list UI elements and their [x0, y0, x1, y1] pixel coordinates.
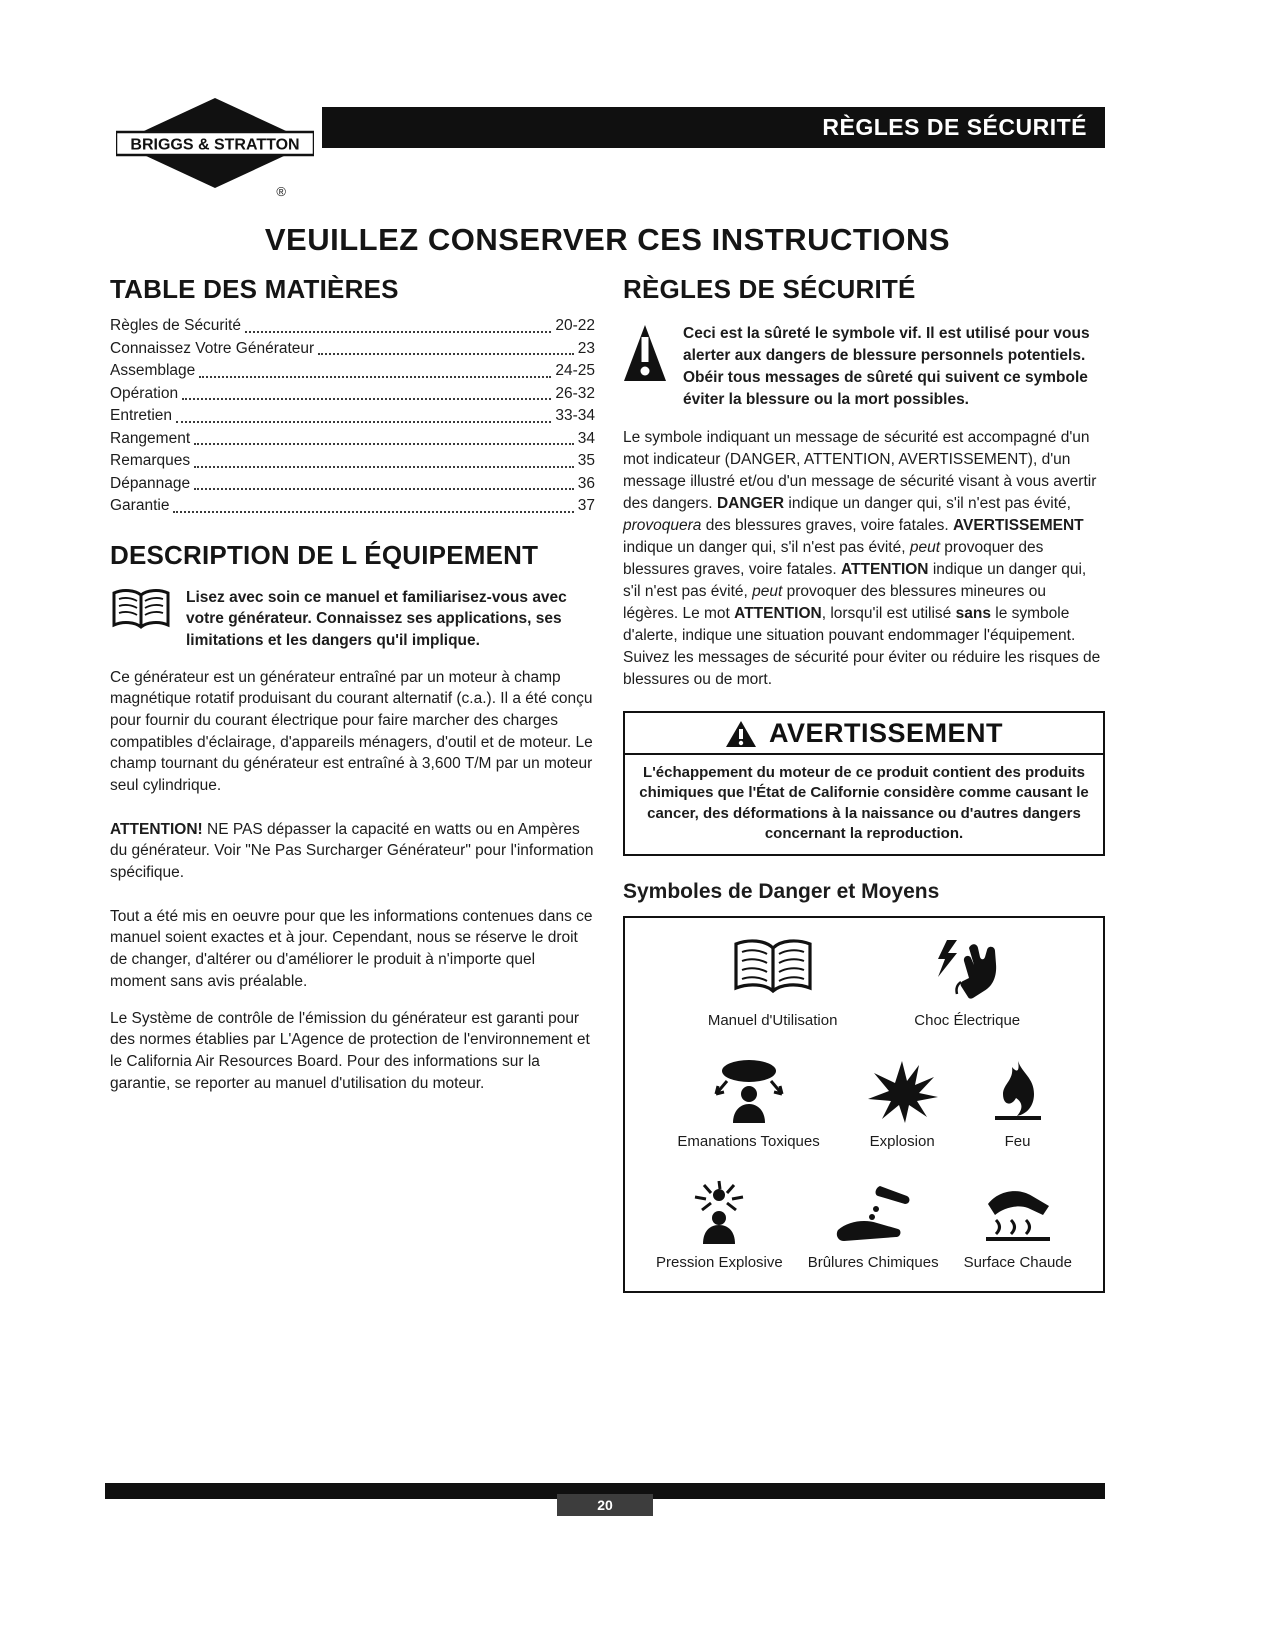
symbol-label: Explosion: [869, 1133, 935, 1150]
safety-alert-lead: [623, 323, 1105, 411]
symbols-row-1: [631, 936, 1097, 1029]
toc-page-number: 37: [577, 497, 595, 514]
toc-page-number: 34: [577, 429, 595, 447]
toc-label: Connaissez Votre Générateur: [110, 339, 315, 357]
description-paragraph-attention: ATTENTION! NE PAS dépasser la capacité en watts ou en Ampères du générateur. Voir "Ne Pas Surcharger Générateur" pour l'information spécifique.: [110, 820, 594, 882]
toc-leader-dots: [176, 405, 551, 423]
warning-box-title: AVERTISSEMENT: [768, 718, 1004, 748]
symbol-chemical-burns: [808, 1182, 939, 1271]
left-column: [110, 274, 595, 1293]
header-bar: [322, 107, 1105, 148]
toc-title: TABLE DES MATIÈRES: [110, 274, 399, 304]
electric-shock-icon: [931, 936, 1003, 1002]
symbol-electric-shock: [914, 936, 1020, 1029]
danger-symbols-box: [623, 916, 1105, 1293]
toc-label: Garantie: [110, 497, 170, 514]
symbols-row-2: [631, 1057, 1097, 1150]
toc-page-number: 36: [577, 474, 595, 492]
toc-label: Opération: [110, 384, 179, 402]
symbol-manual: [708, 936, 838, 1029]
logo-diamond-icon: [116, 96, 314, 192]
warning-box-header: [625, 713, 1103, 753]
safety-alert-triangle-icon: [623, 323, 667, 385]
header-title: RÈGLES DE SÉCURITÉ: [822, 114, 1087, 140]
warning-box-text: L'échappement du moteur de ce produit contient des produits chimiques que l'État de Californie considère comme causant le cancer, des déformations à la naissance ou d'autres dangers concernant la reproduction.: [625, 753, 1103, 854]
toc-row: [110, 360, 595, 383]
toc-leader-dots: [194, 428, 574, 446]
toc-label: Entretien: [110, 407, 173, 424]
toc-leader-dots: [245, 315, 551, 333]
manual-book-icon: [729, 936, 817, 1002]
explosion-icon: [866, 1059, 938, 1123]
page-title: VEUILLEZ CONSERVER CES INSTRUCTIONS: [264, 222, 951, 257]
footer-bar: [105, 1483, 1105, 1513]
toc-row: [110, 315, 595, 338]
toc-page-number: 35: [577, 452, 595, 469]
safety-body-text: Le symbole indiquant un message de sécurité est accompagné d'un mot indicateur (DANGER, ATTENTION, AVERTISSEMENT), d'un message illustré et/ou d'un message de sécurité visant à vous avertir des dangers. DANGER indique un danger qui, s'il n'est pas évité, provoquera des blessures graves, voire fatales. AVERTISSEMENT indique un danger qui, s'il n'est pas évité, peut provoquer des blessures graves, voire fatales. ATTENTION indique un danger qui, s'il n'est pas évité, peut provoquer des blessures mineures ou légères. Le mot ATTENTION, lorsqu'il est utilisé sans le symbole d'alerte, indique une situation pouvant endommager l'équipement. Suivez les messages de sécurité pour éviter ou réduire les risques de blessures ou de mort.: [623, 429, 1101, 688]
toc-row: [110, 450, 595, 473]
open-book-icon: [110, 587, 172, 633]
toc-row: [110, 473, 595, 496]
toc-leader-dots: [182, 383, 551, 401]
symbol-label: Manuel d'Utilisation: [707, 1012, 838, 1029]
toc-leader-dots: [199, 360, 551, 378]
fire-icon: [985, 1059, 1051, 1123]
toc-leader-dots: [318, 338, 574, 356]
toc-row: [110, 405, 595, 428]
chemical-burns-icon: [832, 1182, 914, 1244]
description-title: DESCRIPTION DE L ÉQUIPEMENT: [110, 539, 539, 570]
toc-label: Dépannage: [110, 474, 191, 492]
symbol-hot-surface: [964, 1182, 1072, 1271]
toc-page-number: 26-32: [555, 384, 595, 402]
description-paragraph-1: Ce générateur est un générateur entraîné par un moteur à champ magnétique rotatif produisant du courant alternatif (c.a.). Il a été conçu pour fournir du courant électrique pour faire marcher des charges compatibles d'éclairage, d'appareils ménagers, d'outil et de moteur. Le champ tournant du générateur est entraîné à 3,600 T/M par un moteur seul cylindrique.: [110, 668, 593, 794]
hot-surface-icon: [978, 1182, 1058, 1244]
toc-row: [110, 383, 595, 406]
page-number-tab: [557, 1494, 653, 1516]
toc-leader-dots: [194, 473, 574, 491]
symbols-section-title: Symboles de Danger et Moyens: [623, 880, 940, 903]
symbol-label: Brûlures Chimiques: [807, 1254, 939, 1271]
toc-row: [110, 428, 595, 451]
toc-page-number: 33-34: [555, 407, 595, 424]
symbol-label: Pression Explosive: [655, 1254, 783, 1271]
description-paragraph-4: Le Système de contrôle de l'émission du générateur est garanti pour des normes établies par L'Agence de protection de l'environnement et le California Air Resources Board. Pour des informations sur la garantie, se reporter au manuel d'utilisation du moteur.: [110, 1009, 590, 1092]
symbol-label: Surface Chaude: [963, 1254, 1072, 1271]
symbol-label: Choc Électrique: [914, 1012, 1021, 1029]
description-paragraph-3: Tout a été mis en oeuvre pour que les informations contenues dans ce manuel soient exactes et à jour. Cependant, nous se réserve le droit de changer, d'altérer ou d'améliorer le produit à n'importe quel moment sans avis préalable.: [110, 907, 593, 990]
symbols-row-3: [631, 1178, 1097, 1271]
toc-label: Assemblage: [110, 362, 196, 379]
table-of-contents: [110, 315, 595, 518]
toc-page-number: 20-22: [555, 317, 595, 334]
toc-page-number: 24-25: [555, 362, 595, 379]
toc-row: [110, 495, 595, 518]
safety-alert-text: Ceci est la sûreté le symbole vif. Il est utilisé pour vous alerter aux dangers de blessure personnels potentiels. Obéir tous messages de sûreté qui suivent ce symbole éviter la blessure ou la mort possibles.: [683, 325, 1090, 408]
logo-text: BRIGGS & STRATTON: [130, 136, 300, 154]
warning-triangle-icon: [725, 720, 757, 748]
toc-label: Remarques: [110, 452, 191, 469]
symbol-fire: [985, 1059, 1051, 1150]
toc-row: [110, 338, 595, 361]
toc-leader-dots: [173, 495, 573, 513]
toc-label: Règles de Sécurité: [110, 317, 241, 334]
explosive-pressure-icon: [680, 1178, 758, 1244]
registered-trademark: ®: [276, 184, 286, 199]
symbol-toxic-fumes: [677, 1057, 819, 1150]
toc-label: Rangement: [110, 429, 191, 447]
right-column: [623, 274, 1105, 1293]
toxic-fumes-icon: [707, 1057, 791, 1123]
symbol-explosive-pressure: [656, 1178, 783, 1271]
symbol-label: Emanations Toxiques: [677, 1133, 820, 1150]
toc-leader-dots: [194, 450, 574, 468]
description-lead: [110, 587, 595, 652]
description-lead-text: Lisez avec soin ce manuel et familiarisez-vous avec votre générateur. Connaissez ses applications, ses limitations et les dangers qu'il implique.: [186, 588, 567, 649]
symbol-explosion: [866, 1059, 938, 1150]
content-columns: [110, 274, 1105, 1293]
page-number: 20: [597, 1497, 613, 1513]
safety-title: RÈGLES DE SÉCURITÉ: [623, 274, 916, 304]
toc-page-number: 23: [577, 339, 595, 357]
briggs-stratton-logo: [116, 96, 314, 199]
symbol-label: Feu: [1004, 1133, 1031, 1150]
california-warning-box: [623, 711, 1105, 856]
